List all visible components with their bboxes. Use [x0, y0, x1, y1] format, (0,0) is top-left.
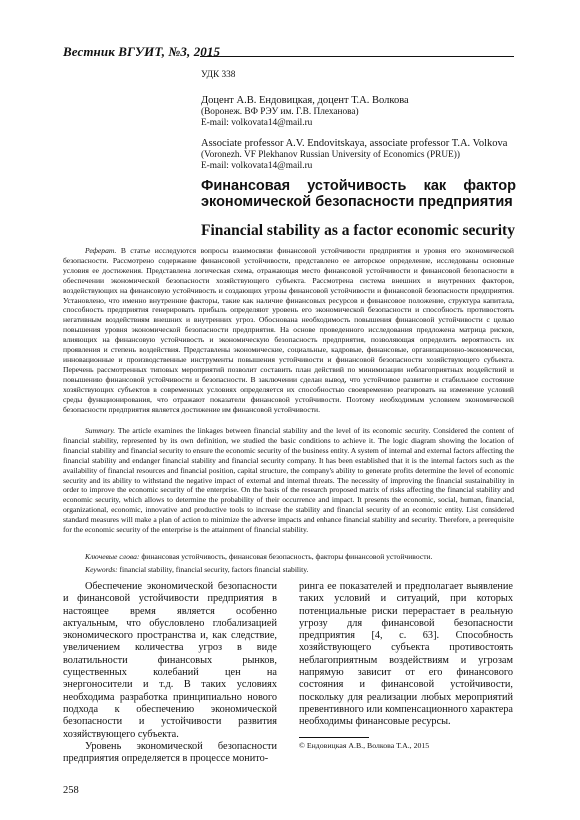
body-paragraph: Уровень экономической безопасности предприятия определяется в процессе монито-	[63, 740, 277, 765]
abstract-en-label: Summary.	[85, 426, 116, 435]
authors-ru-affiliation: (Воронеж. ВФ РЭУ им. Г.В. Плеханова)	[201, 107, 359, 117]
body-column-right	[299, 581, 513, 728]
authors-ru	[201, 95, 521, 129]
footnote-rule	[299, 737, 369, 738]
authors-en-affiliation: (Voronezh. VF Plekhanov Russian University of Economics (PRUE))	[201, 150, 460, 160]
title-en: Financial stability as a factor economic security	[201, 222, 515, 239]
header-rule	[200, 56, 514, 57]
body-paragraph: ринга ее показателей и предполагает выявление таких условий и ситуаций, при которых потенциальные риски перерастает в реальную угрозу для финансовой безопасности предприятия [4, с. 63]. Способность хозяйствующего субъекта противостоять неблагоприятным воздействиям и угрозам напрямую зависит от его финансового состояния и финансовой устойчивости, поскольку для реализации любых мероприятий превентивного или компенсационного характера необходимы финансовые ресурсы.	[299, 581, 513, 728]
keywords-ru-text: финансовая устойчивость, финансовая безопасность, факторы финансовой устойчивости.	[141, 552, 433, 561]
keywords-ru-label: Ключевые слова:	[85, 552, 140, 561]
authors-ru-names: Доцент А.В. Ендовицкая, доцент Т.А. Волкова	[201, 95, 409, 106]
abstract-en-text: The article examines the linkages between financial stability and the level of its economic security. Considered the content of financial stability, represented by its own definition, we studied the basic conditions to achieve it. The logic diagram showing the location of financial stability and financial security to ensure the economic security of the business entity. A system of internal and external factors affecting the financial stability and endanger financial stability and financial security company. It has been established that it is the internal factors such as the availability of financial resources and financial position, capital structure, the company's ability to generate profits determine the level of economic security and its ability to withstand the negative impact of external and internal threats. The necessity of improving the financial sustainability in order to improve the economic security of the enterprise. On the basis of the research proposed matrix of risks affecting the financial stability and economic security, which allows to determine the probability of their occurrence and impact. It presents the economic, social, human, financial, organizational, economic, innovative and productive tools to increase the stability and financial security of an economic entity. List considered standard measures will make a plan of action to minimize the adverse impacts and enhance financial stability and security. Therefore, a prerequisite for the economic security of the enterprise is the attainment of financial stability.	[63, 426, 514, 535]
abstract-ru-text: В статье исследуются вопросы взаимосвязи финансовой устойчивости предприятия и уровня его экономической безопасности. Рассмотрено содержание финансовой устойчивости, представлено ее авторское определение, исследованы основные условия ее достижения. Представлена логическая схема, отражающая место финансовой устойчивости и финансовой безопасности в обеспечении экономической безопасности хозяйствующего субъекта. Рассмотрена система внешних и внутренних факторов, воздействующих на финансовую устойчивость и создающих угрозы финансовой устойчивости и финансовой безопасности предприятия. Установлено, что именно внутренние факторы, такие как наличие финансовых ресурсов и финансовое положение, структура капитала, способность предприятия генерировать прибыль определяют уровень его экономической безопасности и способность противостоять негативным воздействиям внешних и внутренних угроз. Обоснована необходимость повышения финансовой устойчивости с целью повышения уровня экономической безопасности предприятия. На основе проведенного исследования предложена матрица рисков, влияющих на финансовую устойчивость и экономическую безопасность предприятия, позволяющая определить вероятность их проявления и степень воздействия. Представлены экономические, социальные, кадровые, финансовые, организационно-экономически, инновационные и производственные инструменты повышения устойчивости и финансовой безопасности хозяйствующего субъекта. Перечень рассмотренных типовых мероприятий позволит составить план действий по минимизации неблагоприятных воздействий и повышению финансовой устойчивости и безопасности. В заключении сделан вывод, что устойчивое развитие и стабильное состояние хозяйствующих субъектов в современных условиях определяется их способностью своевременно реагировать на изменение условий среды функционирования, что отражают показатели финансовой устойчивости. Поэтому необходимым условием экономической безопасности предприятия является достижение им финансовой устойчивости.	[63, 246, 514, 414]
title-ru: Финансовая устойчивость как фактор экономической безопасности предприятия	[201, 178, 516, 210]
body-paragraph: Обеспечение экономической безопасности и финансовой устойчивости предприятия в настоящее время является особенно актуальным, что обусловлено глобализацией экономического пространства и, как следствие, увеличением количества угроз в виде волатильности финансовых рынков, существенных колебаний цен на энергоносители и т.д. В таких условиях необходима разработка принципиально нового подхода к обеспечению экономической безопасности и устойчивости развития хозяйствующего субъекта.	[63, 581, 277, 740]
authors-ru-email: E-mail: volkovata14@mail.ru	[201, 118, 313, 128]
abstract-ru	[63, 246, 514, 414]
abstract-en	[63, 426, 514, 535]
keywords-en-label: Keywords:	[85, 565, 118, 574]
keywords-ru	[85, 552, 432, 562]
page-number: 258	[63, 785, 79, 796]
copyright-footnote: © Ендовицкая А.В., Волкова Т.А., 2015	[299, 741, 430, 750]
keywords-en-text: financial stability, financial security, factors financial stability.	[119, 565, 309, 574]
keywords-en	[85, 565, 308, 575]
authors-en	[201, 138, 521, 172]
abstract-ru-label: Реферат.	[85, 246, 117, 255]
journal-header: Вестник ВГУИТ, №3, 2015	[63, 44, 221, 59]
udk-code: УДК 338	[201, 70, 236, 80]
authors-en-names: Associate professor A.V. Endovitskaya, associate professor T.A. Volkova	[201, 138, 508, 149]
authors-en-email: E-mail: volkovata14@mail.ru	[201, 161, 313, 171]
body-column-left	[63, 581, 277, 791]
